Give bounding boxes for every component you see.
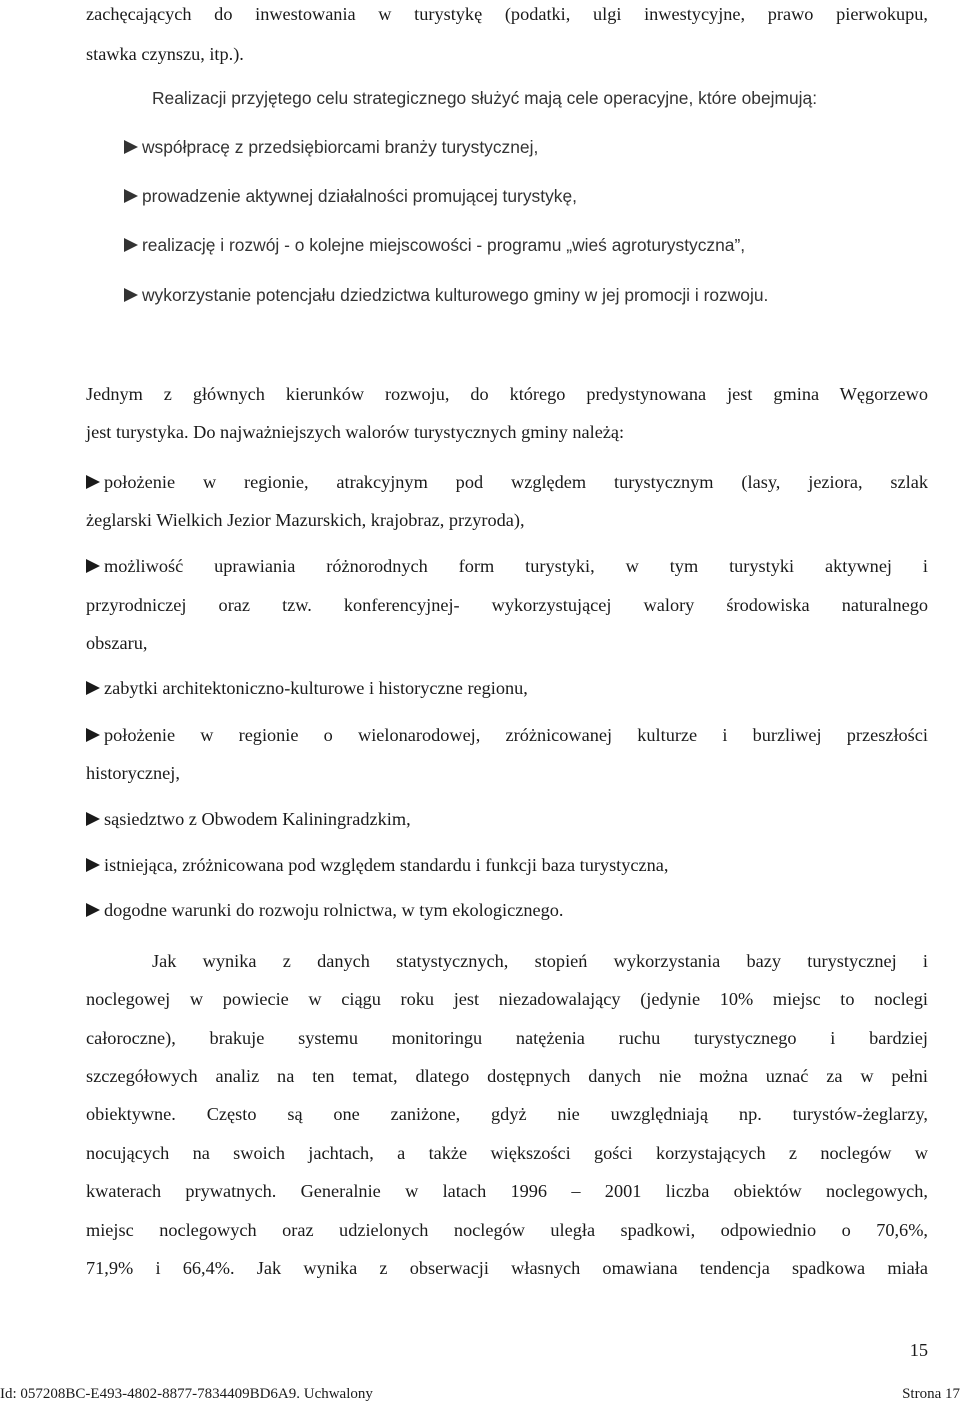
list-item <box>86 855 668 876</box>
list-item-text: prowadzenie aktywnej działalności promującej turystykę, <box>142 186 577 206</box>
list-item-text: realizację i rozwój - o kolejne miejscowości - programu „wieś agroturystyczna”, <box>142 235 746 255</box>
list-item-text: położenie w regionie o wielonarodowej, zróżnicowanej kulturze i burzliwej przeszłości <box>104 725 928 745</box>
list-item <box>124 186 577 207</box>
bullet-arrow-icon <box>86 681 100 695</box>
paragraph-line: zachęcających do inwestowania w turystykę (podatki, ulgi inwestycyjne, prawo pierwokupu, <box>86 4 928 24</box>
list-item-text: współpracę z przedsiębiorcami branży turystycznej, <box>142 137 539 157</box>
list-item-text: dogodne warunki do rozwoju rolnictwa, w tym ekologicznego. <box>104 900 564 920</box>
bullet-arrow-icon <box>124 189 138 203</box>
bullet-arrow-icon <box>86 812 100 826</box>
bullet-arrow-icon <box>86 559 100 573</box>
page-number: 15 <box>909 1340 928 1360</box>
paragraph-line: obiektywne. Często są one zaniżone, gdyż nie uwzględniają np. turystów-żeglarzy, <box>86 1104 928 1124</box>
list-item <box>124 285 768 306</box>
list-item-continuation: obszaru, <box>86 633 148 653</box>
list-item-text: możliwość uprawiania różnorodnych form turystyki, w tym turystyki aktywnej i <box>104 556 928 576</box>
bullet-arrow-icon <box>86 475 100 489</box>
paragraph-line: stawka czynszu, itp.). <box>86 44 244 64</box>
list-item <box>86 556 928 577</box>
list-item-continuation: przyrodniczej oraz tzw. konferencyjnej- wykorzystującej walory środowiska naturalnego <box>86 595 928 615</box>
paragraph-line: szczegółowych analiz na ten temat, dlatego dostępnych danych nie można uznać za w pełni <box>86 1066 928 1086</box>
footer-page-label: Strona 17 <box>902 1386 960 1402</box>
bullet-arrow-icon <box>86 728 100 742</box>
paragraph-line: całoroczne), brakuje systemu monitoringu natężenia ruchu turystycznego i bardziej <box>86 1028 928 1048</box>
paragraph-line: miejsc noclegowych oraz udzielonych noclegów uległa spadkowi, odpowiednio o 70,6%, <box>86 1220 928 1240</box>
bullet-arrow-icon <box>86 903 100 917</box>
paragraph-line: nocujących na swoich jachtach, a także większości gości korzystających z noclegów w <box>86 1143 928 1163</box>
list-item-text: istniejąca, zróżnicowana pod względem standardu i funkcji baza turystyczna, <box>104 855 669 875</box>
paragraph-line: Jednym z głównych kierunków rozwoju, do którego predystynowana jest gmina Węgorzewo <box>86 384 928 404</box>
paragraph-line: kwaterach prywatnych. Generalnie w latach 1996 – 2001 liczba obiektów noclegowych, <box>86 1181 928 1201</box>
list-item-text: położenie w regionie, atrakcyjnym pod względem turystycznym (lasy, jeziora, szlak <box>104 472 928 492</box>
list-item <box>124 137 538 158</box>
paragraph-line: jest turystyka. Do najważniejszych walorów turystycznych gminy należą: <box>86 422 625 442</box>
paragraph-line: 71,9% i 66,4%. Jak wynika z obserwacji własnych omawiana tendencja spadkowa miała <box>86 1258 928 1278</box>
list-item-continuation: żeglarski Wielkich Jezior Mazurskich, krajobraz, przyroda), <box>86 510 525 530</box>
list-item <box>86 472 928 493</box>
list-item-text: zabytki architektoniczno-kulturowe i historyczne regionu, <box>104 678 528 698</box>
operational-goals-intro: Realizacji przyjętego celu strategicznego służyć mają cele operacyjne, które obejmują: <box>152 88 818 108</box>
footer-document-id: Id: 057208BC-E493-4802-8877-7834409BD6A9. Uchwalony <box>0 1386 373 1402</box>
bullet-arrow-icon <box>124 288 138 302</box>
list-item <box>86 900 563 921</box>
bullet-arrow-icon <box>124 238 138 252</box>
list-item <box>86 678 528 699</box>
list-item-text: wykorzystanie potencjału dziedzictwa kulturowego gminy w jej promocji i rozwoju. <box>142 285 769 305</box>
list-item-text: sąsiedztwo z Obwodem Kaliningradzkim, <box>104 809 411 829</box>
bullet-arrow-icon <box>86 858 100 872</box>
bullet-arrow-icon <box>124 140 138 154</box>
list-item <box>124 235 745 256</box>
paragraph-line: noclegowej w powiecie w ciągu roku jest niezadowalający (jedynie 10% miejsc to noclegi <box>86 989 928 1009</box>
paragraph-line: Jak wynika z danych statystycznych, stopień wykorzystania bazy turystycznej i <box>152 951 928 971</box>
list-item-continuation: historycznej, <box>86 763 180 783</box>
list-item <box>86 809 411 830</box>
list-item <box>86 725 928 746</box>
